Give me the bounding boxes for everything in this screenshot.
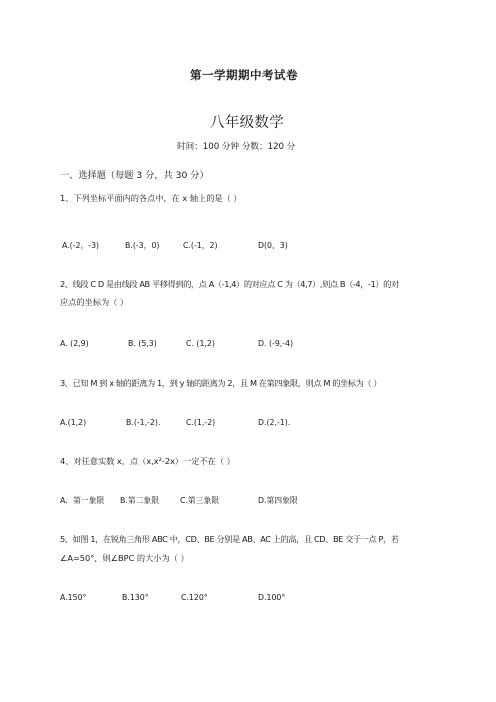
question-5-option-b: B.130° [122,593,149,602]
section-heading: 一、选择题（每题 3 分，共 30 分） [60,170,209,181]
question-5-option-c: C.120° [181,593,208,602]
question-2-text-line-1: 2、线段 C D 是由线段 AB 平移得到的，点 A（-1,4）的对应点 C 为（4,7）,则点 B（-4，-1）的对 [60,279,399,289]
question-5-option-d: D.100° [258,593,286,602]
exam-time-info: 时间：100 分钟 分数：120 分 [177,142,296,152]
question-4-text: 4、对任意实数 x，点（x,x²-2x）一定不在（ ） [60,456,235,466]
question-3-option-a: A.(1,2) [60,418,87,427]
question-2-option-d: D. (-9,-4) [258,339,294,348]
question-4-option-c: C.第三象限 [180,496,220,505]
question-2-option-c: C. (1,2) [186,339,215,348]
question-1-option-c: C.(-1，2) [183,241,218,250]
question-4-option-d: D.第四象限 [258,496,298,505]
question-5-text-line-1: 5、如图 1，在锐角三角形 ABC 中，CD、BE 分别是 AB、AC 上的高，且 CD、BE 交于一点 P，若 [60,534,399,544]
question-2-option-b: B. (5,3) [128,339,157,348]
question-1-option-d: D(0，3) [258,241,288,250]
exam-subject: 八年级数学 [210,115,284,131]
question-5-option-a: A.150° [60,593,87,602]
question-3-option-d: D.(2,-1). [258,418,291,427]
question-3-option-c: C.(1,-2) [186,418,216,427]
question-4-option-a: A．第一象限 [60,496,105,505]
question-5-text-line-2: ∠A=50°，则∠BPC 的大小为（ ） [60,553,189,563]
exam-title: 第一学期期中考试卷 [190,68,298,82]
question-2-option-a: A. (2,9) [60,339,89,348]
question-2-text-line-2: 应点的坐标为（ ） [60,297,129,307]
question-1-text: 1、下列坐标平面内的各点中，在 x 轴上的是（ ） [60,193,242,203]
question-3-option-b: B.(-1,-2). [126,418,161,427]
question-1-option-a: A.(-2，-3) [62,241,100,250]
question-3-text: 3、已知 M 到 x 轴的距离为 1，到 y 轴的距离为 2，且 M 在第四象限，则点 M 的坐标为（ ） [60,378,382,388]
question-4-option-b: B.第二象限 [120,496,160,505]
question-1-option-b: B.(-3，0) [125,241,160,250]
